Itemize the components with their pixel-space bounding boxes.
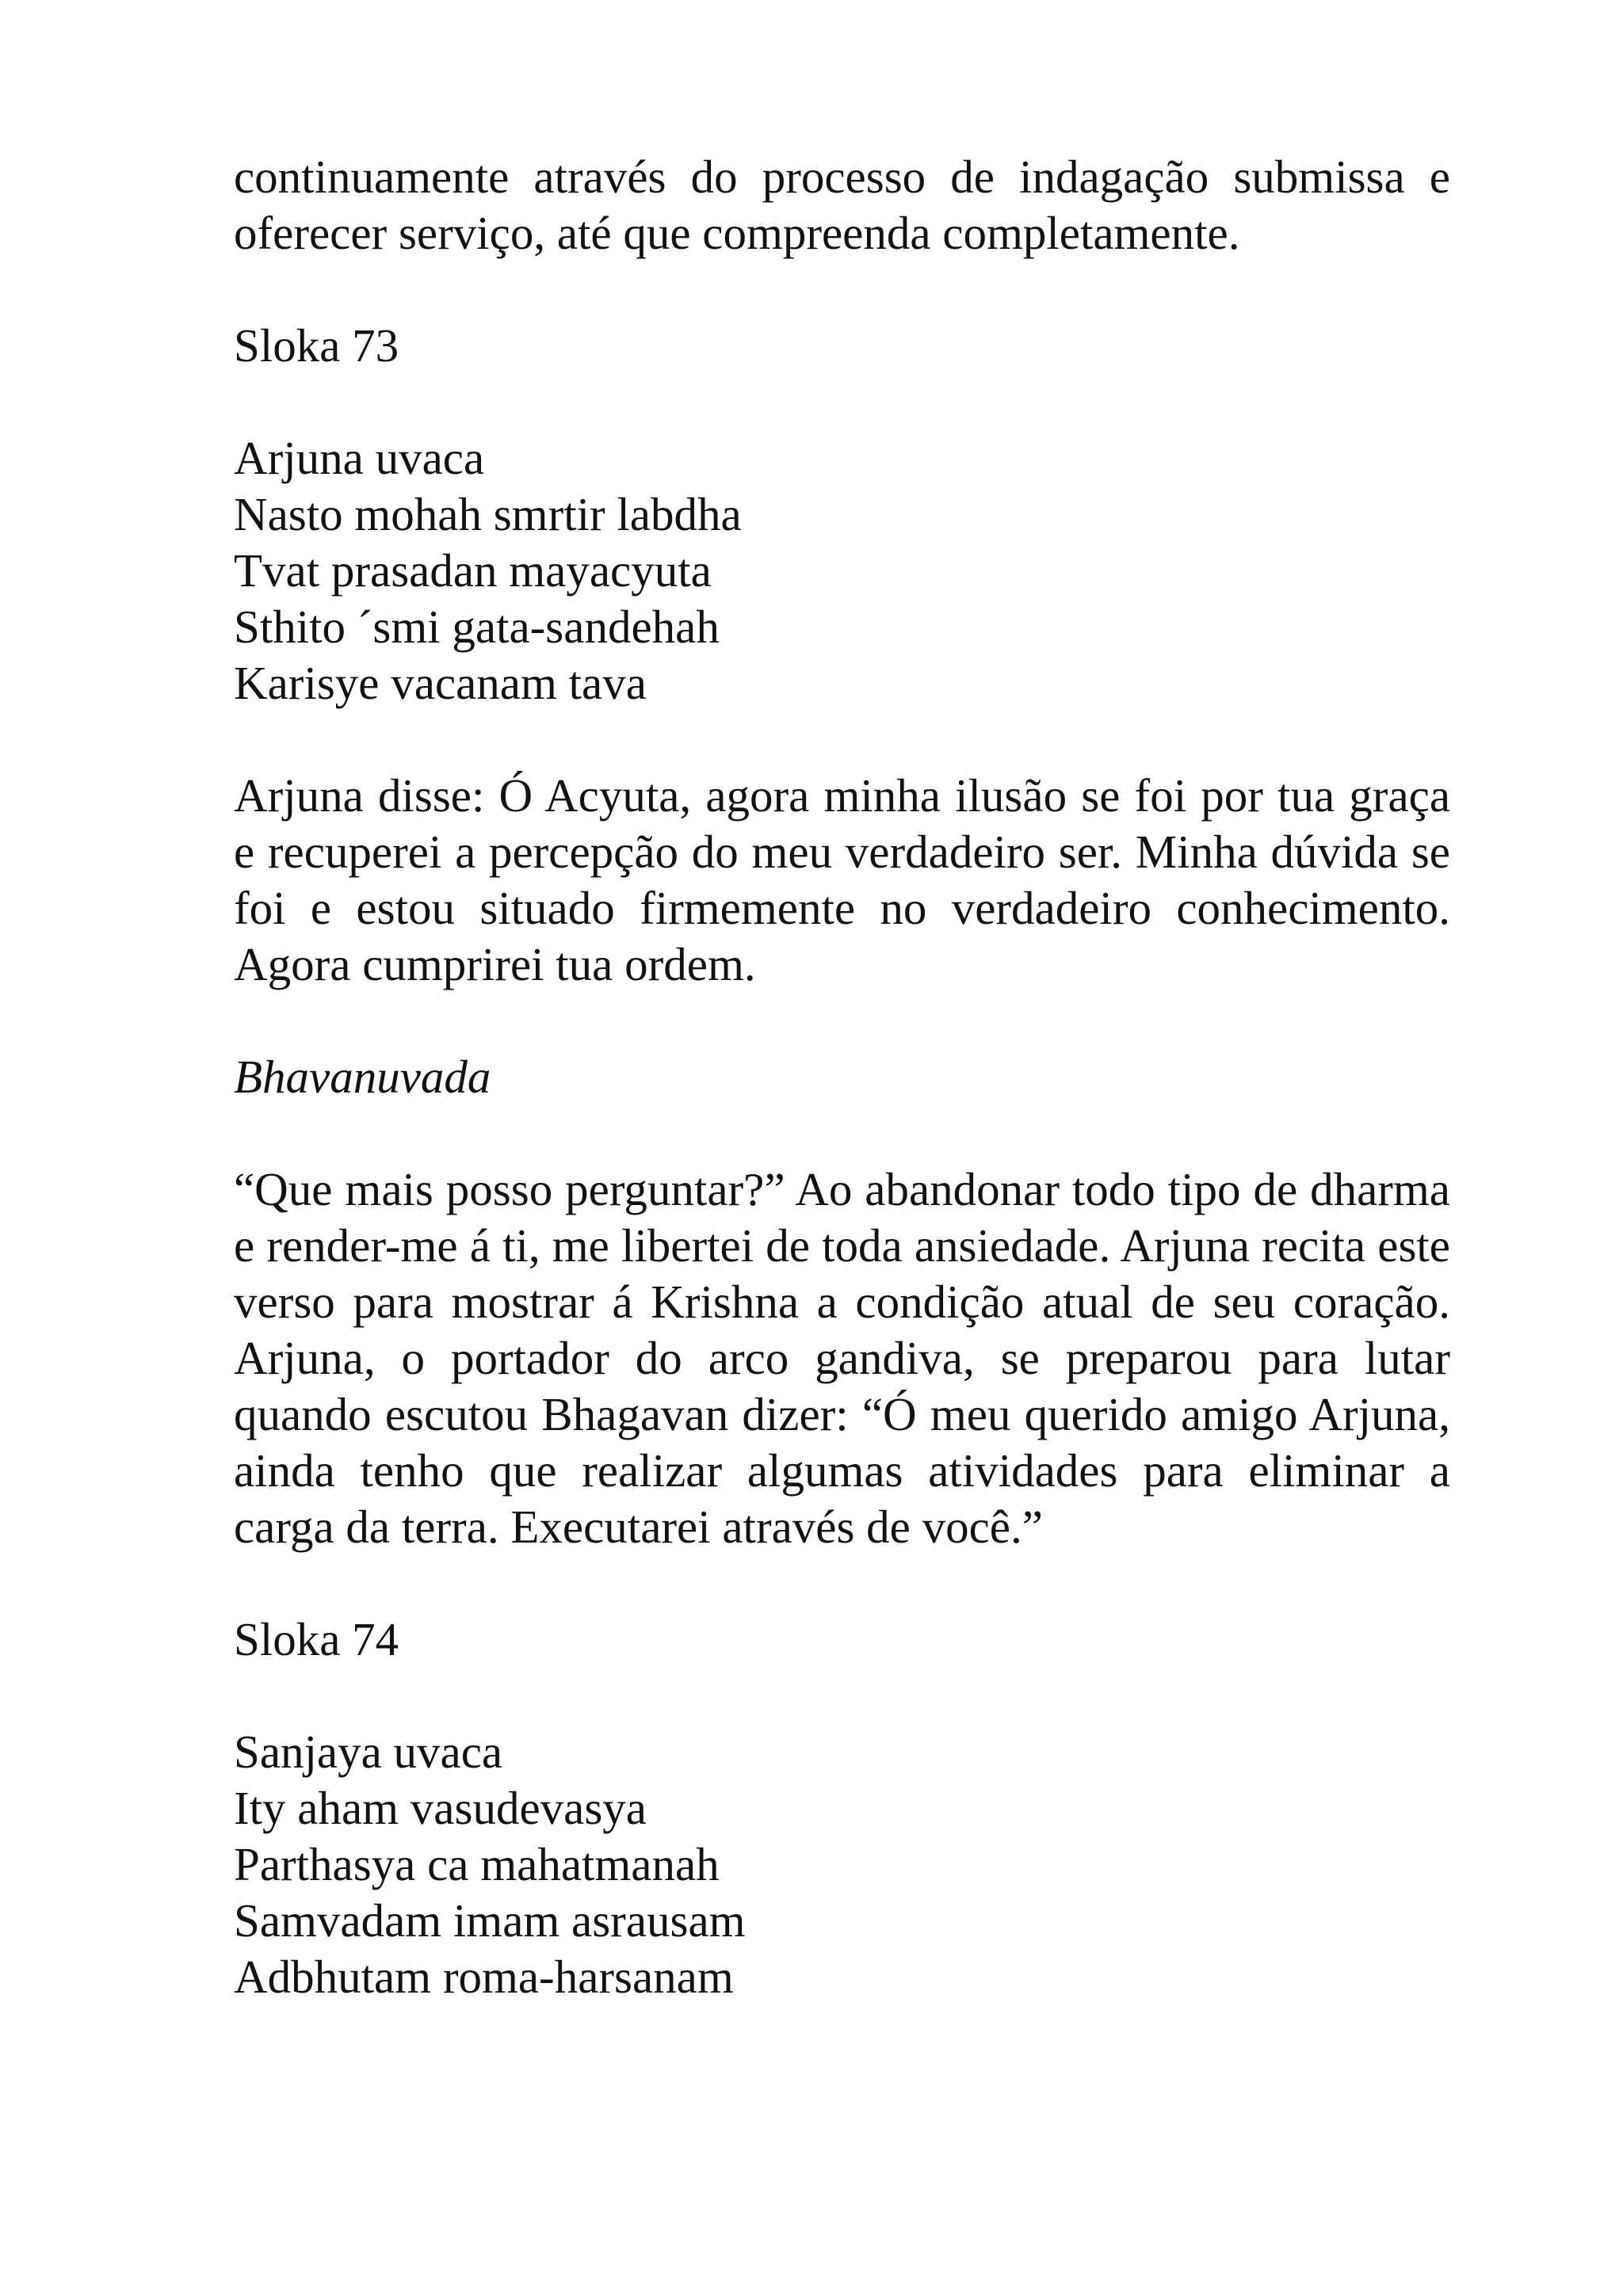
- verse-line: Parthasya ca mahatmanah: [234, 1838, 720, 1890]
- verse-line: Samvadam imam asrausam: [234, 1894, 746, 1947]
- verse-line: Nasto mohah smrtir labdha: [234, 488, 742, 540]
- intro-paragraph: continuamente através do processo de indagação submissa e oferecer serviço, até que compreenda completamente.: [234, 151, 1450, 259]
- sloka-73-verse: [234, 430, 1450, 711]
- sloka-73-translation: Arjuna disse: Ó Acyuta, agora minha ilusão se foi por tua graça e recuperei a percepção do meu verdadeiro ser. Minha dúvida se foi e estou situado firmemente no verdadeiro conhecimento. Agora cumprirei tua ordem.: [234, 769, 1450, 990]
- sloka-73-heading: Sloka 73: [234, 319, 399, 372]
- verse-line: Karisye vacanam tava: [234, 657, 647, 709]
- sloka-74-heading: Sloka 74: [234, 1613, 399, 1665]
- sloka-74-verse: [234, 1724, 1450, 2005]
- verse-line: Ity aham vasudevasya: [234, 1782, 647, 1834]
- verse-line: Sanjaya uvaca: [234, 1726, 503, 1778]
- commentary-paragraph: “Que mais posso perguntar?” Ao abandonar todo tipo de dharma e render-me á ti, me libertei de toda ansiedade. Arjuna recita este verso para mostrar á Krishna a condição atual de seu coração. Arjuna, o portador do arco gandiva, se preparou para lutar quando escutou Bhagavan dizer: “Ó meu querido amigo Arjuna, ainda tenho que realizar algumas atividades para eliminar a carga da terra. Executarei através de você.”: [234, 1163, 1450, 1553]
- verse-line: Arjuna uvaca: [234, 432, 485, 484]
- document-page: [234, 149, 1450, 2061]
- verse-line: Tvat prasadan mayacyuta: [234, 544, 712, 597]
- commentary-heading: Bhavanuvada: [234, 1051, 491, 1103]
- verse-line: Sthito ´smi gata-sandehah: [234, 601, 720, 653]
- verse-line: Adbhutam roma-harsanam: [234, 1951, 734, 2003]
